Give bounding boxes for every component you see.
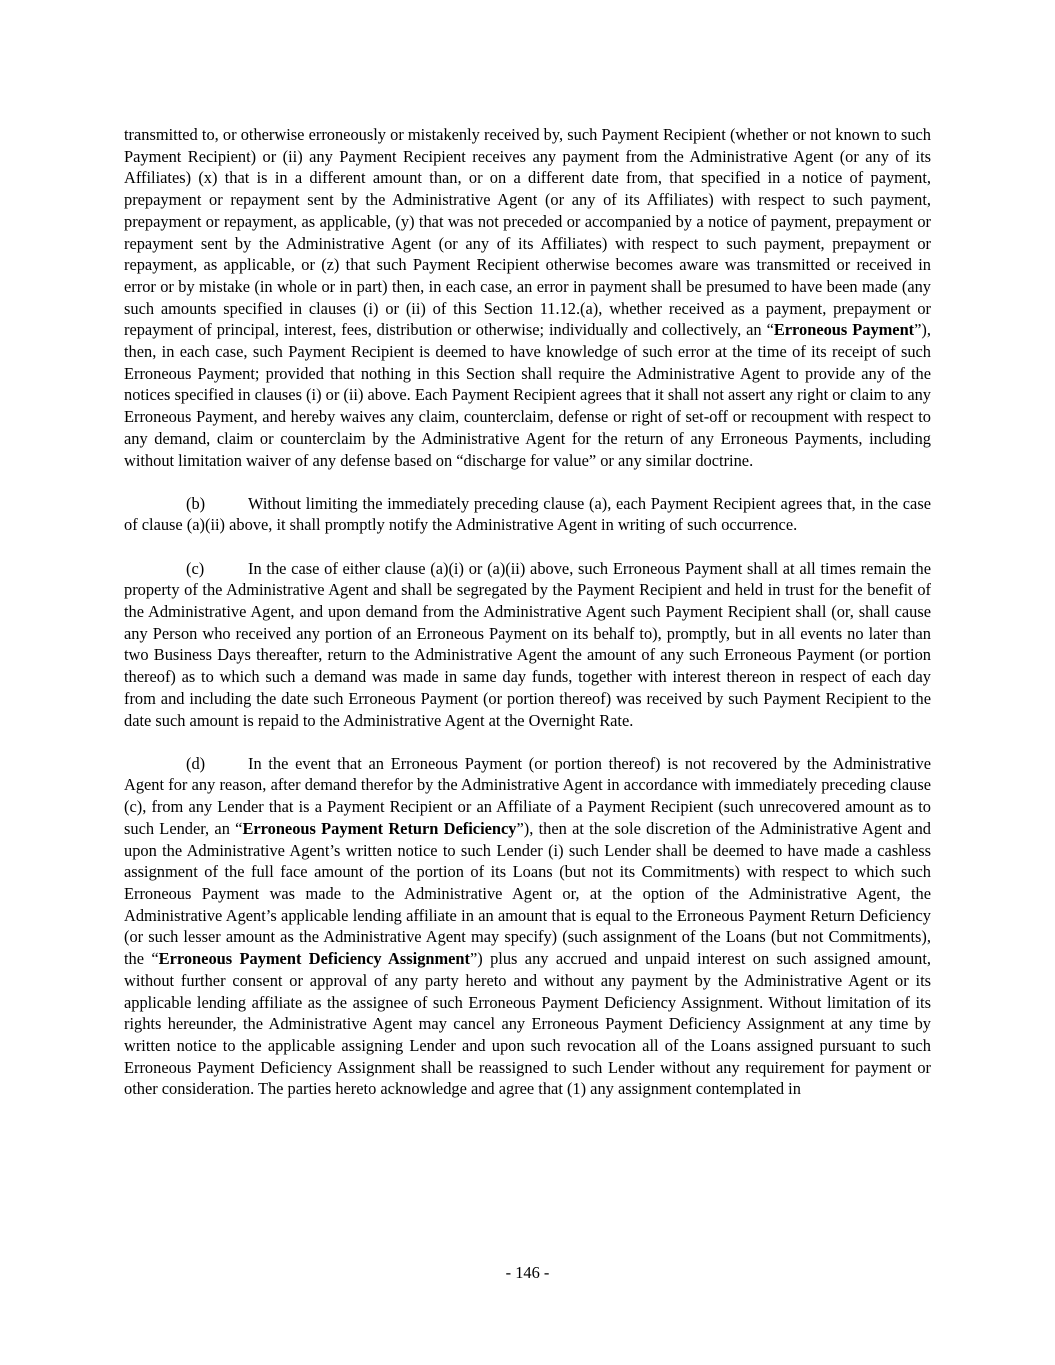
defined-term-deficiency-assignment: Erroneous Payment Deficiency Assignment [158, 949, 471, 969]
paragraph-a-continuation [124, 124, 931, 471]
text: ”), then, in each case, such Payment Recipient is deemed to have knowledge of such error at the time of its receipt of such Erroneous Payment; provided that nothing in this Section shall require the Administrative Agent to provide any of the notices specified in clauses (i) or (ii) above. Each Payment Recipient agrees that it shall not assert any right or claim to any Erroneous Payment, and hereby waives any claim, counterclaim, defense or right of set-off or recoupment with respect to any demand, claim or counterclaim by the Administrative Agent for the return of any Erroneous Payments, including without limitation waiver of any defense based on “discharge for value” or any similar doctrine. [124, 320, 931, 470]
paragraph-b [124, 493, 931, 536]
paragraph-d [124, 753, 931, 1100]
clause-label-d: (d) [186, 753, 206, 773]
text: In the case of either clause (a)(i) or (a)(ii) above, such Erroneous Payment shall at all times remain the property of the Administrative Agent and shall be segregated by the Payment Recipient and held in trust for the benefit of the Administrative Agent, and upon demand from the Administrative Agent such Payment Recipient shall (or, shall cause any Person who received any portion of an Erroneous Payment on its behalf to), promptly, but in all events no later than two Business Days thereafter, return to the Administrative Agent the amount of any such Erroneous Payment (or portion thereof) as to which such a demand was made in same day funds, together with interest thereon in respect of each day from and including the date such Erroneous Payment (or portion thereof) was received by such Payment Recipient to the date such amount is repaid to the Administrative Agent at the Overnight Rate. [124, 558, 931, 730]
document-body [124, 124, 931, 1122]
clause-label-b: (b) [186, 493, 206, 513]
defined-term-return-deficiency: Erroneous Payment Return Deficiency [242, 818, 517, 838]
page-number: - 146 - [505, 1263, 550, 1282]
text: Without limiting the immediately preceding clause (a), each Payment Recipient agrees that, in the case of clause (a)(ii) above, it shall promptly notify the Administrative Agent in writing of such occurrence. [124, 493, 931, 535]
text: In the event that an Erroneous Payment (or portion thereof) is not recovered by the Administrative Agent for any reason, after demand therefor by the Administrative Agent in accordance with immediately preceding clause (c), from any Lender that is a Payment Recipient or an Affiliate of a Payment Recipient (such unrecovered amount as to such Lender, an “ [124, 753, 931, 838]
clause-label-c: (c) [186, 558, 205, 578]
paragraph-c [124, 558, 931, 732]
text: ”), then at the sole discretion of the Administrative Agent and upon the Administrative Agent’s written notice to such Lender (i) such Lender shall be deemed to have made a cashless assignment of the full face amount of the portion of its Loans (but not its Commitments) with respect to which such Erroneous Payment was made to the Administrative Agent or, at the option of the Administrative Agent, the Administrative Agent’s applicable lending affiliate in an amount that is equal to the Erroneous Payment Return Deficiency (or such lesser amount as the Administrative Agent may specify) (such assignment of the Loans (but not Commitments), the “ [124, 818, 931, 969]
defined-term-erroneous-payment: Erroneous Payment [773, 320, 915, 340]
text: transmitted to, or otherwise erroneously or mistakenly received by, such Payment Recipient (whether or not known to such Payment Recipient) or (ii) any Payment Recipient receives any payment from the Administrative Agent (or any of its Affiliates) (x) that is in a different amount than, or on a different date from, that specified in a notice of payment, prepayment or repayment sent by the Administrative Agent (or any of its Affiliates) with respect to such payment, prepayment or repayment, as applicable, (y) that was not preceded or accompanied by a notice of payment, prepayment or repayment sent by the Administrative Agent (or any of its Affiliates) with respect to such payment, prepayment or repayment, as applicable, or (z) that such Payment Recipient otherwise becomes aware was transmitted or received in error or by mistake (in whole or in part) then, in each case, an error in payment shall be presumed to have been made (any such amounts specified in clauses (i) or (ii) of this Section 11.12.(a), whether received as a payment, prepayment or repayment of principal, interest, fees, distribution or otherwise; individually and collectively, an “ [124, 125, 931, 340]
text: ”) plus any accrued and unpaid interest on such assigned amount, without further consent or approval of any party hereto and without any payment by the Administrative Agent or its applicable lending affiliate as the assignee of such Erroneous Payment Deficiency Assignment. Without limitation of its rights hereunder, the Administrative Agent may cancel any Erroneous Payment Deficiency Assignment at any time by written notice to the applicable assigning Lender and upon such revocation all of the Loans assigned pursuant to such Erroneous Payment Deficiency Assignment shall be reassigned to such Lender without any requirement for payment or other consideration. The parties hereto acknowledge and agree that (1) any assignment contemplated in [124, 949, 932, 1099]
